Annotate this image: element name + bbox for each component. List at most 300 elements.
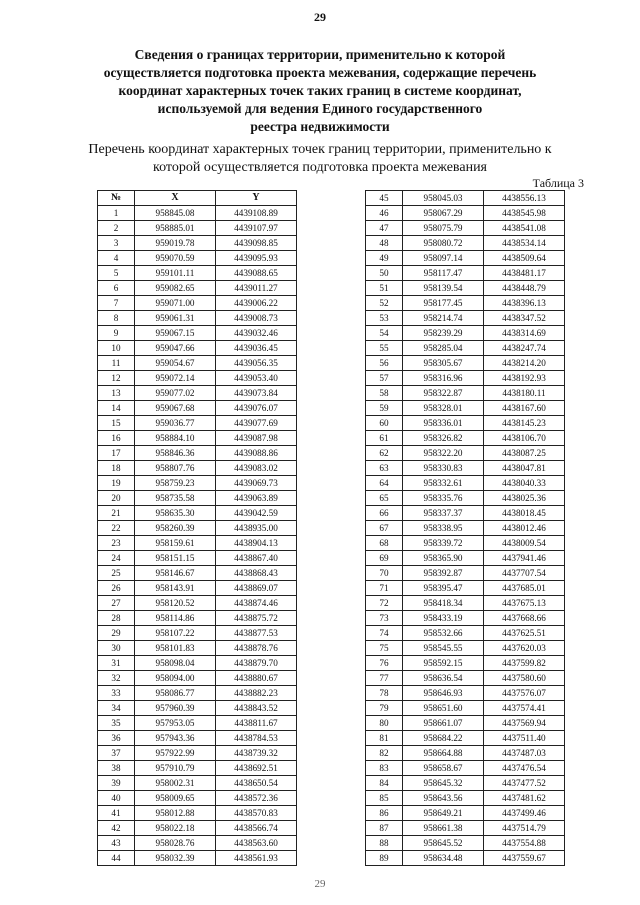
table-row xyxy=(98,521,297,536)
cell-y: 4438541.08 xyxy=(484,221,565,236)
cell-y: 4439063.89 xyxy=(216,491,297,506)
cell-point-number: 9 xyxy=(98,326,135,341)
column-header-y: Y xyxy=(216,191,297,206)
table-row xyxy=(366,206,565,221)
table-row xyxy=(98,761,297,776)
cell-y: 4438025.36 xyxy=(484,491,565,506)
cell-point-number: 30 xyxy=(98,641,135,656)
cell-y: 4437554.88 xyxy=(484,836,565,851)
table-row xyxy=(98,581,297,596)
footer-page-mark: 29 xyxy=(314,878,326,890)
cell-y: 4437477.52 xyxy=(484,776,565,791)
cell-x: 958146.67 xyxy=(135,566,216,581)
cell-y: 4438167.60 xyxy=(484,401,565,416)
table-row xyxy=(98,371,297,386)
cell-x: 958661.38 xyxy=(403,821,484,836)
cell-point-number: 58 xyxy=(366,386,403,401)
cell-y: 4439042.59 xyxy=(216,506,297,521)
heading-line: Сведения о границах территории, применительно к которой xyxy=(134,47,506,62)
table-row xyxy=(366,761,565,776)
table-row xyxy=(366,686,565,701)
cell-point-number: 43 xyxy=(98,836,135,851)
cell-y: 4437481.62 xyxy=(484,791,565,806)
cell-point-number: 88 xyxy=(366,836,403,851)
cell-point-number: 65 xyxy=(366,491,403,506)
cell-point-number: 7 xyxy=(98,296,135,311)
cell-x: 958649.21 xyxy=(403,806,484,821)
cell-y: 4438869.07 xyxy=(216,581,297,596)
table-row xyxy=(98,341,297,356)
table-row xyxy=(98,551,297,566)
cell-point-number: 29 xyxy=(98,626,135,641)
table-row xyxy=(366,581,565,596)
cell-point-number: 47 xyxy=(366,221,403,236)
table-row xyxy=(366,401,565,416)
heading-line: координат характерных точек таких границ в системе координат, xyxy=(118,83,522,98)
cell-x: 958326.82 xyxy=(403,431,484,446)
cell-y: 4439083.02 xyxy=(216,461,297,476)
cell-x: 958328.01 xyxy=(403,401,484,416)
cell-x: 958395.47 xyxy=(403,581,484,596)
cell-x: 958645.32 xyxy=(403,776,484,791)
cell-x: 958332.61 xyxy=(403,476,484,491)
cell-point-number: 71 xyxy=(366,581,403,596)
table-row xyxy=(366,461,565,476)
cell-point-number: 24 xyxy=(98,551,135,566)
cell-y: 4438572.36 xyxy=(216,791,297,806)
cell-point-number: 35 xyxy=(98,716,135,731)
cell-point-number: 60 xyxy=(366,416,403,431)
cell-x: 958884.10 xyxy=(135,431,216,446)
cell-point-number: 77 xyxy=(366,671,403,686)
cell-x: 957910.79 xyxy=(135,761,216,776)
cell-y: 4438145.23 xyxy=(484,416,565,431)
cell-point-number: 49 xyxy=(366,251,403,266)
table-row xyxy=(366,251,565,266)
cell-x: 958339.72 xyxy=(403,536,484,551)
cell-x: 958634.48 xyxy=(403,851,484,866)
cell-x: 958433.19 xyxy=(403,611,484,626)
cell-y: 4438739.32 xyxy=(216,746,297,761)
cell-x: 958098.04 xyxy=(135,656,216,671)
table-row xyxy=(98,641,297,656)
table-row xyxy=(366,506,565,521)
cell-x: 958337.37 xyxy=(403,506,484,521)
cell-point-number: 37 xyxy=(98,746,135,761)
cell-point-number: 16 xyxy=(98,431,135,446)
coordinates-table-right xyxy=(365,190,565,866)
cell-x: 958045.03 xyxy=(403,191,484,206)
cell-point-number: 19 xyxy=(98,476,135,491)
table-row xyxy=(366,746,565,761)
table-row xyxy=(366,521,565,536)
cell-point-number: 31 xyxy=(98,656,135,671)
table-row xyxy=(98,431,297,446)
cell-point-number: 39 xyxy=(98,776,135,791)
cell-y: 4438563.60 xyxy=(216,836,297,851)
cell-y: 4438878.76 xyxy=(216,641,297,656)
cell-point-number: 46 xyxy=(366,206,403,221)
column-header-x: X xyxy=(135,191,216,206)
cell-y: 4438904.13 xyxy=(216,536,297,551)
cell-point-number: 79 xyxy=(366,701,403,716)
cell-point-number: 63 xyxy=(366,461,403,476)
cell-y: 4439073.84 xyxy=(216,386,297,401)
cell-point-number: 52 xyxy=(366,296,403,311)
subtitle-line: Перечень координат характерных точек границ территории, применительно к xyxy=(88,142,552,157)
cell-y: 4437574.41 xyxy=(484,701,565,716)
cell-y: 4438868.43 xyxy=(216,566,297,581)
cell-y: 4438867.40 xyxy=(216,551,297,566)
table-row xyxy=(98,836,297,851)
cell-y: 4438106.70 xyxy=(484,431,565,446)
cell-x: 958735.58 xyxy=(135,491,216,506)
cell-point-number: 42 xyxy=(98,821,135,836)
cell-y: 4437599.82 xyxy=(484,656,565,671)
cell-x: 958120.52 xyxy=(135,596,216,611)
cell-point-number: 25 xyxy=(98,566,135,581)
table-row xyxy=(98,806,297,821)
table-row xyxy=(98,446,297,461)
table-row xyxy=(366,776,565,791)
cell-point-number: 21 xyxy=(98,506,135,521)
cell-x: 958086.77 xyxy=(135,686,216,701)
cell-point-number: 54 xyxy=(366,326,403,341)
cell-x: 958592.15 xyxy=(403,656,484,671)
cell-y: 4438570.83 xyxy=(216,806,297,821)
cell-point-number: 83 xyxy=(366,761,403,776)
cell-x: 959101.11 xyxy=(135,266,216,281)
cell-y: 4439006.22 xyxy=(216,296,297,311)
cell-y: 4437514.79 xyxy=(484,821,565,836)
cell-point-number: 76 xyxy=(366,656,403,671)
cell-x: 958094.00 xyxy=(135,671,216,686)
table-row xyxy=(366,566,565,581)
cell-y: 4439008.73 xyxy=(216,311,297,326)
cell-x: 958316.96 xyxy=(403,371,484,386)
table-caption: Таблица 3 xyxy=(532,176,584,190)
cell-point-number: 33 xyxy=(98,686,135,701)
cell-point-number: 11 xyxy=(98,356,135,371)
cell-y: 4437620.03 xyxy=(484,641,565,656)
cell-y: 4439095.93 xyxy=(216,251,297,266)
cell-y: 4438650.54 xyxy=(216,776,297,791)
table-row xyxy=(98,461,297,476)
table-row xyxy=(366,641,565,656)
cell-x: 958335.76 xyxy=(403,491,484,506)
cell-y: 4438047.81 xyxy=(484,461,565,476)
cell-x: 959067.68 xyxy=(135,401,216,416)
table-row xyxy=(366,191,565,206)
table-row xyxy=(98,596,297,611)
cell-point-number: 10 xyxy=(98,341,135,356)
cell-x: 958845.08 xyxy=(135,206,216,221)
cell-point-number: 50 xyxy=(366,266,403,281)
cell-x: 958260.39 xyxy=(135,521,216,536)
cell-x: 958646.93 xyxy=(403,686,484,701)
cell-point-number: 36 xyxy=(98,731,135,746)
cell-y: 4438180.11 xyxy=(484,386,565,401)
cell-y: 4439076.07 xyxy=(216,401,297,416)
cell-x: 958645.52 xyxy=(403,836,484,851)
table-row xyxy=(98,731,297,746)
cell-x: 959070.59 xyxy=(135,251,216,266)
table-row xyxy=(366,731,565,746)
cell-point-number: 73 xyxy=(366,611,403,626)
cell-y: 4437511.40 xyxy=(484,731,565,746)
cell-point-number: 87 xyxy=(366,821,403,836)
table-row xyxy=(98,221,297,236)
cell-point-number: 68 xyxy=(366,536,403,551)
cell-y: 4438566.74 xyxy=(216,821,297,836)
cell-x: 958658.67 xyxy=(403,761,484,776)
cell-y: 4437569.94 xyxy=(484,716,565,731)
cell-y: 4438009.54 xyxy=(484,536,565,551)
cell-y: 4438509.64 xyxy=(484,251,565,266)
cell-y: 4437707.54 xyxy=(484,566,565,581)
cell-x: 959036.77 xyxy=(135,416,216,431)
document-subtitle xyxy=(60,141,580,177)
cell-x: 958807.76 xyxy=(135,461,216,476)
table-row xyxy=(98,236,297,251)
cell-point-number: 86 xyxy=(366,806,403,821)
cell-point-number: 17 xyxy=(98,446,135,461)
cell-y: 4439108.89 xyxy=(216,206,297,221)
cell-x: 958635.30 xyxy=(135,506,216,521)
cell-y: 4439098.85 xyxy=(216,236,297,251)
cell-y: 4437576.07 xyxy=(484,686,565,701)
cell-x: 958002.31 xyxy=(135,776,216,791)
cell-point-number: 3 xyxy=(98,236,135,251)
cell-point-number: 61 xyxy=(366,431,403,446)
cell-y: 4437487.03 xyxy=(484,746,565,761)
table-row xyxy=(366,221,565,236)
cell-y: 4438875.72 xyxy=(216,611,297,626)
table-row xyxy=(366,266,565,281)
cell-x: 958239.29 xyxy=(403,326,484,341)
table-row xyxy=(366,611,565,626)
cell-y: 4439053.40 xyxy=(216,371,297,386)
table-row xyxy=(98,491,297,506)
cell-x: 959072.14 xyxy=(135,371,216,386)
cell-y: 4438874.46 xyxy=(216,596,297,611)
table-row xyxy=(98,626,297,641)
cell-x: 959019.78 xyxy=(135,236,216,251)
table-row xyxy=(366,386,565,401)
cell-y: 4438545.98 xyxy=(484,206,565,221)
table-row xyxy=(98,716,297,731)
cell-x: 958330.83 xyxy=(403,461,484,476)
table-row xyxy=(366,791,565,806)
cell-point-number: 69 xyxy=(366,551,403,566)
cell-point-number: 15 xyxy=(98,416,135,431)
table-row xyxy=(98,746,297,761)
cell-point-number: 70 xyxy=(366,566,403,581)
cell-point-number: 80 xyxy=(366,716,403,731)
table-row xyxy=(98,611,297,626)
cell-point-number: 6 xyxy=(98,281,135,296)
cell-point-number: 84 xyxy=(366,776,403,791)
cell-x: 958139.54 xyxy=(403,281,484,296)
cell-x: 958643.56 xyxy=(403,791,484,806)
cell-x: 959077.02 xyxy=(135,386,216,401)
cell-point-number: 20 xyxy=(98,491,135,506)
cell-y: 4439011.27 xyxy=(216,281,297,296)
cell-y: 4438347.52 xyxy=(484,311,565,326)
table-row xyxy=(98,851,297,866)
cell-x: 958022.18 xyxy=(135,821,216,836)
cell-y: 4438192.93 xyxy=(484,371,565,386)
table-row xyxy=(98,386,297,401)
table-row xyxy=(366,236,565,251)
cell-y: 4438877.53 xyxy=(216,626,297,641)
cell-y: 4439069.73 xyxy=(216,476,297,491)
cell-x: 958322.20 xyxy=(403,446,484,461)
cell-point-number: 59 xyxy=(366,401,403,416)
heading-line: осуществляется подготовка проекта межевания, содержащие перечень xyxy=(103,65,537,80)
cell-point-number: 81 xyxy=(366,731,403,746)
table-row xyxy=(366,536,565,551)
table-row xyxy=(98,656,297,671)
table-body-left xyxy=(98,206,297,866)
cell-point-number: 75 xyxy=(366,641,403,656)
cell-y: 4437499.46 xyxy=(484,806,565,821)
cell-y: 4438692.51 xyxy=(216,761,297,776)
cell-x: 958143.91 xyxy=(135,581,216,596)
table-row xyxy=(98,506,297,521)
cell-point-number: 56 xyxy=(366,356,403,371)
cell-x: 958101.83 xyxy=(135,641,216,656)
table-row xyxy=(98,251,297,266)
table-row xyxy=(98,311,297,326)
cell-y: 4438247.74 xyxy=(484,341,565,356)
cell-x: 958338.95 xyxy=(403,521,484,536)
cell-point-number: 27 xyxy=(98,596,135,611)
table-row xyxy=(366,701,565,716)
cell-y: 4437668.66 xyxy=(484,611,565,626)
cell-point-number: 57 xyxy=(366,371,403,386)
cell-y: 4438880.67 xyxy=(216,671,297,686)
table-row xyxy=(366,671,565,686)
cell-point-number: 64 xyxy=(366,476,403,491)
cell-point-number: 22 xyxy=(98,521,135,536)
cell-point-number: 4 xyxy=(98,251,135,266)
cell-y: 4438882.23 xyxy=(216,686,297,701)
cell-y: 4438561.93 xyxy=(216,851,297,866)
cell-x: 958012.88 xyxy=(135,806,216,821)
cell-point-number: 74 xyxy=(366,626,403,641)
cell-x: 958532.66 xyxy=(403,626,484,641)
table-row xyxy=(366,446,565,461)
cell-y: 4438534.14 xyxy=(484,236,565,251)
cell-x: 957922.99 xyxy=(135,746,216,761)
coordinates-table-left xyxy=(97,190,297,866)
table-row xyxy=(98,776,297,791)
cell-x: 958117.47 xyxy=(403,266,484,281)
cell-x: 958636.54 xyxy=(403,671,484,686)
cell-point-number: 85 xyxy=(366,791,403,806)
cell-y: 4437559.67 xyxy=(484,851,565,866)
table-row xyxy=(98,686,297,701)
cell-y: 4438843.52 xyxy=(216,701,297,716)
cell-y: 4439088.86 xyxy=(216,446,297,461)
cell-x: 959054.67 xyxy=(135,356,216,371)
cell-y: 4437476.54 xyxy=(484,761,565,776)
cell-x: 958159.61 xyxy=(135,536,216,551)
cell-x: 957960.39 xyxy=(135,701,216,716)
cell-x: 958545.55 xyxy=(403,641,484,656)
cell-x: 958661.07 xyxy=(403,716,484,731)
cell-x: 959082.65 xyxy=(135,281,216,296)
cell-x: 958664.88 xyxy=(403,746,484,761)
cell-x: 958365.90 xyxy=(403,551,484,566)
cell-x: 958885.01 xyxy=(135,221,216,236)
cell-y: 4438811.67 xyxy=(216,716,297,731)
cell-point-number: 14 xyxy=(98,401,135,416)
table-row xyxy=(366,626,565,641)
table-row xyxy=(98,266,297,281)
cell-y: 4438314.69 xyxy=(484,326,565,341)
cell-x: 958846.36 xyxy=(135,446,216,461)
cell-y: 4437625.51 xyxy=(484,626,565,641)
cell-y: 4438481.17 xyxy=(484,266,565,281)
cell-point-number: 82 xyxy=(366,746,403,761)
cell-x: 958214.74 xyxy=(403,311,484,326)
cell-x: 958075.79 xyxy=(403,221,484,236)
cell-point-number: 62 xyxy=(366,446,403,461)
column-header-number: № xyxy=(98,191,135,206)
table-row xyxy=(366,716,565,731)
cell-x: 958107.22 xyxy=(135,626,216,641)
table-body-right xyxy=(366,191,565,866)
table-row xyxy=(366,311,565,326)
cell-point-number: 78 xyxy=(366,686,403,701)
table-row xyxy=(98,281,297,296)
cell-x: 958097.14 xyxy=(403,251,484,266)
cell-x: 958177.45 xyxy=(403,296,484,311)
cell-point-number: 34 xyxy=(98,701,135,716)
cell-y: 4438396.13 xyxy=(484,296,565,311)
table-row xyxy=(366,416,565,431)
table-row xyxy=(366,656,565,671)
document-heading xyxy=(70,46,570,136)
cell-y: 4439107.97 xyxy=(216,221,297,236)
cell-point-number: 13 xyxy=(98,386,135,401)
cell-point-number: 28 xyxy=(98,611,135,626)
table-row xyxy=(366,551,565,566)
cell-y: 4438448.79 xyxy=(484,281,565,296)
cell-y: 4439056.35 xyxy=(216,356,297,371)
cell-x: 958322.87 xyxy=(403,386,484,401)
table-row xyxy=(366,821,565,836)
cell-point-number: 41 xyxy=(98,806,135,821)
cell-x: 958028.76 xyxy=(135,836,216,851)
cell-y: 4439036.45 xyxy=(216,341,297,356)
cell-point-number: 51 xyxy=(366,281,403,296)
cell-y: 4438879.70 xyxy=(216,656,297,671)
cell-point-number: 38 xyxy=(98,761,135,776)
cell-y: 4438935.00 xyxy=(216,521,297,536)
cell-x: 959061.31 xyxy=(135,311,216,326)
cell-y: 4438012.46 xyxy=(484,521,565,536)
cell-point-number: 2 xyxy=(98,221,135,236)
cell-x: 958651.60 xyxy=(403,701,484,716)
table-row xyxy=(98,791,297,806)
table-row xyxy=(98,476,297,491)
cell-point-number: 45 xyxy=(366,191,403,206)
cell-x: 958305.67 xyxy=(403,356,484,371)
cell-y: 4439087.98 xyxy=(216,431,297,446)
